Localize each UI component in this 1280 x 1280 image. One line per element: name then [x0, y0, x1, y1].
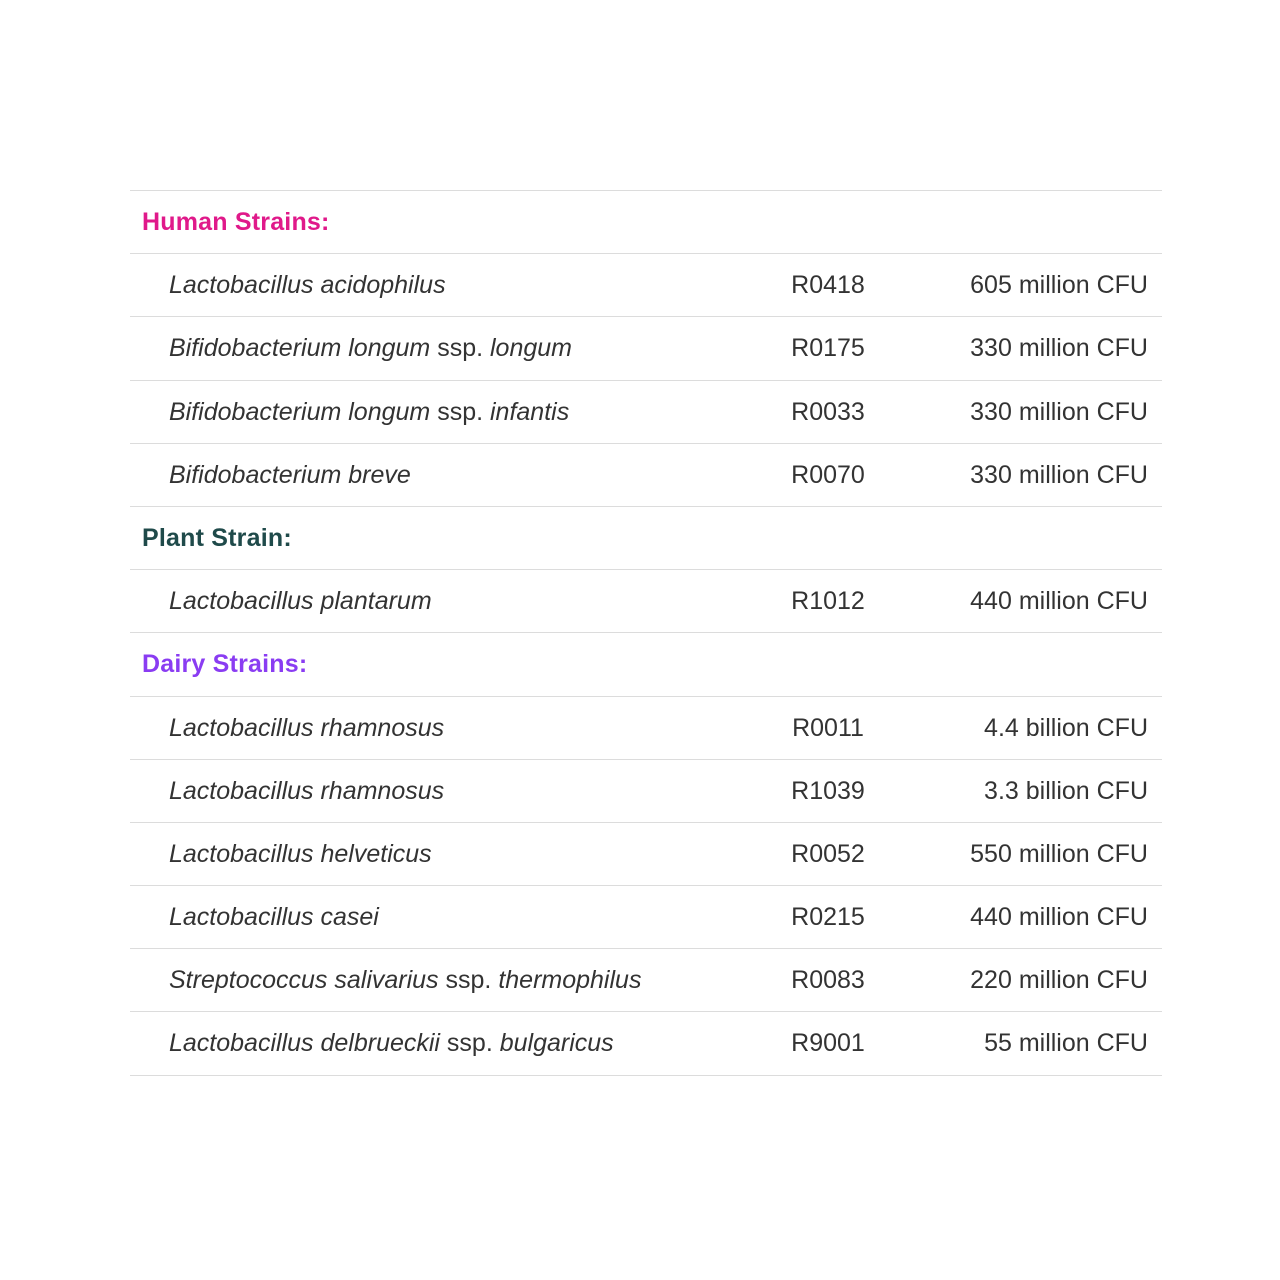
strain-name — [169, 823, 432, 886]
strain-name — [169, 570, 432, 633]
strain-code: R0033 — [791, 397, 865, 426]
strain-name-italic-part: Lactobacillus plantarum — [169, 587, 432, 616]
strain-code: R9001 — [791, 1029, 865, 1058]
strain-name-italic-part: Lactobacillus acidophilus — [169, 271, 446, 300]
strain-amount: 4.4 billion CFU — [984, 713, 1148, 742]
strain-name-italic-part: bulgaricus — [499, 1029, 614, 1058]
strain-code: R0175 — [791, 334, 865, 363]
strain-name — [169, 254, 446, 317]
strain-amount: 330 million CFU — [970, 334, 1148, 363]
table-row — [130, 823, 1162, 886]
strain-name-italic-part: Lactobacillus helveticus — [169, 839, 432, 868]
strain-name-italic-part: Streptococcus salivarius — [169, 966, 439, 995]
strain-name — [169, 949, 641, 1012]
strain-name-plain-part: ssp. — [438, 966, 499, 995]
strain-amount: 3.3 billion CFU — [984, 776, 1148, 805]
strain-code: R0215 — [791, 903, 865, 932]
strain-name-plain-part: ssp. — [430, 334, 490, 363]
strain-code: R0083 — [791, 966, 865, 995]
strain-name-plain-part: ssp. — [439, 1029, 500, 1058]
strain-name-plain-part: ssp. — [430, 397, 490, 426]
section-header-row — [130, 191, 1162, 254]
strain-amount: 550 million CFU — [970, 839, 1148, 868]
strain-name-italic-part: thermophilus — [498, 966, 642, 995]
strain-amount: 330 million CFU — [970, 397, 1148, 426]
strain-name-italic-part: Bifidobacterium longum — [169, 397, 431, 426]
strain-amount: 440 million CFU — [970, 903, 1148, 932]
table-row — [130, 254, 1162, 317]
strain-amount: 55 million CFU — [984, 1029, 1148, 1058]
strain-name-italic-part: Lactobacillus rhamnosus — [169, 713, 445, 742]
strain-code: R0070 — [791, 460, 865, 489]
strain-name-italic-part: Bifidobacterium longum — [169, 334, 431, 363]
table-row — [130, 317, 1162, 380]
strain-name — [169, 697, 444, 760]
strain-name-italic-part: longum — [490, 334, 572, 363]
section-header-row — [130, 507, 1162, 570]
strain-amount: 220 million CFU — [970, 966, 1148, 995]
strain-name-italic-part: Bifidobacterium breve — [169, 460, 411, 489]
strain-amount: 440 million CFU — [970, 587, 1148, 616]
strain-table — [130, 190, 1162, 1076]
strain-name — [169, 317, 572, 380]
strain-name — [169, 760, 444, 823]
section-header-row — [130, 633, 1162, 696]
strain-code: R1012 — [791, 587, 865, 616]
strain-code: R0011 — [792, 713, 864, 742]
strain-name — [169, 886, 379, 949]
strain-code: R0052 — [791, 839, 865, 868]
table-row — [130, 697, 1162, 760]
strain-name — [169, 381, 569, 444]
table-row — [130, 760, 1162, 823]
section-title: Plant Strain: — [142, 523, 292, 552]
strain-code: R1039 — [791, 776, 865, 805]
strain-name-italic-part: Lactobacillus rhamnosus — [169, 776, 445, 805]
strain-amount: 330 million CFU — [970, 460, 1148, 489]
table-row — [130, 949, 1162, 1012]
section-title: Dairy Strains: — [142, 650, 308, 679]
strain-name-italic-part: Lactobacillus casei — [169, 903, 379, 932]
table-row — [130, 444, 1162, 507]
strain-code: R0418 — [791, 271, 865, 300]
strain-name-italic-part: infantis — [490, 397, 570, 426]
table-row — [130, 1012, 1162, 1075]
strain-amount: 605 million CFU — [970, 271, 1148, 300]
strain-name-italic-part: Lactobacillus delbrueckii — [169, 1029, 440, 1058]
section-title: Human Strains: — [142, 208, 330, 236]
table-row — [130, 381, 1162, 444]
strain-name — [169, 1012, 614, 1075]
table-row — [130, 886, 1162, 949]
strain-name — [169, 444, 411, 507]
table-row — [130, 570, 1162, 633]
